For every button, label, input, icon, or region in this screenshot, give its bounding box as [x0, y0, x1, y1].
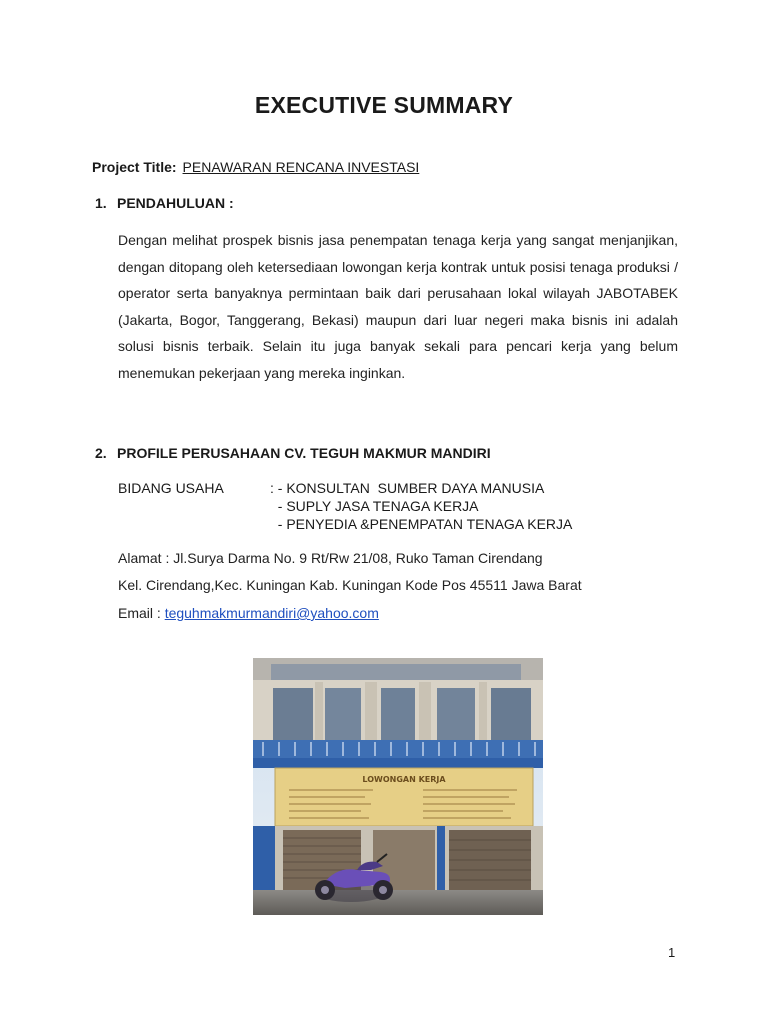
- sign-title: LOWONGAN KERJA: [362, 775, 446, 784]
- email-line: [118, 605, 379, 621]
- section-number: 2.: [95, 445, 107, 461]
- bidang-usaha-item: - PENYEDIA &PENEMPATAN TENAGA KERJA: [270, 516, 573, 532]
- bidang-usaha-label: BIDANG USAHA: [118, 480, 224, 496]
- document-title: EXECUTIVE SUMMARY: [254, 92, 514, 118]
- section-heading-pendahuluan: [95, 195, 234, 211]
- address-line-2: Kel. Cirendang,Kec. Kuningan Kab. Kuningan Kode Pos 45511 Jawa Barat: [118, 577, 582, 593]
- project-title-value: PENAWARAN RENCANA INVESTASI: [182, 159, 420, 175]
- project-title-label: Project Title:: [92, 159, 177, 175]
- email-link[interactable]: teguhmakmurmandiri@yahoo.com: [164, 605, 379, 621]
- bidang-usaha-item: - SUPLY JASA TENAGA KERJA: [270, 498, 479, 514]
- section-number: 1.: [95, 195, 107, 211]
- bidang-usaha-list: [270, 479, 572, 533]
- section-heading-text: PROFILE PERUSAHAAN CV. TEGUH MAKMUR MANDIRI: [117, 445, 491, 461]
- bidang-usaha-item: : - KONSULTAN SUMBER DAYA MANUSIA: [270, 480, 545, 496]
- section-heading-profile: [95, 445, 491, 461]
- address-line-1: Alamat : Jl.Surya Darma No. 9 Rt/Rw 21/08, Ruko Taman Cirendang: [118, 550, 543, 566]
- email-label: Email :: [118, 605, 165, 621]
- project-title-line: [92, 159, 419, 175]
- page-number: 1: [668, 945, 676, 960]
- office-photo: [253, 658, 543, 915]
- section-heading-text: PENDAHULUAN :: [117, 195, 234, 211]
- pendahuluan-paragraph: Dengan melihat prospek bisnis jasa penempatan tenaga kerja yang sangat menjanjikan, dengan ditopang oleh ketersediaan lowongan kerja kontrak untuk posisi tenaga produksi / operator serta banyaknya permintaan baik dari perusahaan lokal wilayah JABOTABEK (Jakarta, Bogor, Tanggerang, Bekasi) maupun dari luar negeri maka bisnis ini adalah solusi bisnis terbaik. Selain itu juga banyak sekali para pencari kerja yang belum menemukan pekerjaan yang mereka inginkan.: [118, 232, 678, 381]
